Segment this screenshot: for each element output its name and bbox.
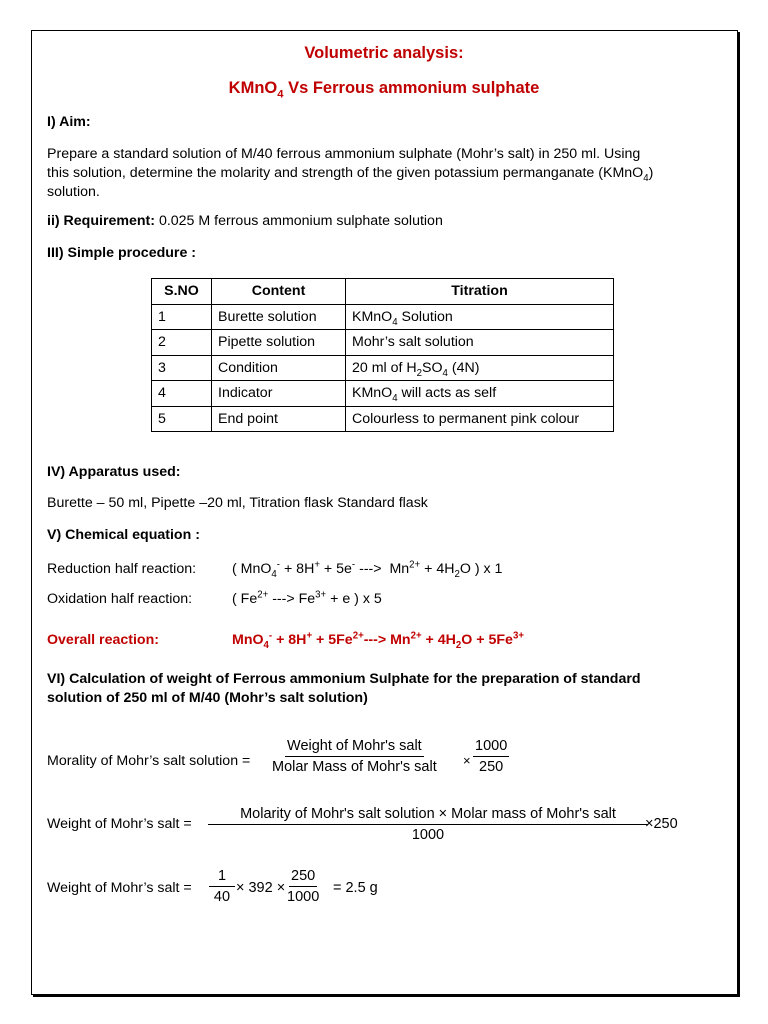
cell-content: End point — [212, 406, 346, 432]
apparatus-heading: IV) Apparatus used: — [47, 464, 181, 480]
requirement: ii) Requirement: 0.025 M ferrous ammonium sulphate solution — [47, 213, 443, 229]
cell-sno: 1 — [152, 304, 212, 330]
formula1-fraction: Weight of Mohr's salt Molar Mass of Mohr's salt — [272, 738, 437, 775]
table-header-row — [152, 279, 614, 305]
table-row — [152, 381, 614, 407]
cell-titration: 20 ml of $H_2SO_4$ (4N) — [346, 355, 614, 381]
cell-sno: 2 — [152, 330, 212, 356]
cell-titration: Mohr’s salt solution — [346, 330, 614, 356]
times-sign: × — [463, 753, 471, 768]
formula1-fraction2: $\frac{1000}{250}$ — [475, 738, 508, 775]
calculation-heading-line1: VI) Calculation of weight of Ferrous ammonium Sulphate for the preparation of standard — [47, 671, 641, 687]
aim-heading: I) Aim: — [47, 114, 91, 130]
oxidation-equation: ( $Fe^{2+}$ ---> $Fe^{3+} + e$ ) x 5 — [232, 589, 382, 607]
equation-heading: V) Chemical equation : — [47, 527, 200, 543]
cell-sno: 3 — [152, 355, 212, 381]
cell-titration: Colourless to permanent pink colour — [346, 406, 614, 432]
overall-equation: $MnO_4^- + 8H^+ + 5Fe^{2+}---> Mn^{2+} + 4H_2O + 5Fe^{3+}$ — [232, 630, 524, 651]
column-header: Titration — [346, 279, 614, 305]
oxidation-label: Oxidation half reaction: — [47, 591, 193, 607]
formula3-fraction1: $\frac{1}{40}$ — [209, 868, 235, 905]
table-row — [152, 406, 614, 432]
cell-titration: KMnO$_4$ Solution — [346, 304, 614, 330]
table-row — [152, 304, 614, 330]
formula2-fraction: Molarity of Mohr's salt solution × Molar mass of Mohr's salt 1000 — [208, 806, 648, 843]
reduction-label: Reduction half reaction: — [47, 561, 197, 577]
reduction-equation: ( MnO$_4$- + 8H+ + 5e- ---> $Mn^{2+} + 4H_2O$ ) x 1 — [232, 559, 503, 580]
overall-label: Overall reaction: — [47, 632, 159, 648]
formula3-fraction2: $\frac{250}{1000}$ — [287, 868, 320, 905]
table-row — [152, 330, 614, 356]
formula1-label: Morality of Mohr’s salt solution = — [47, 753, 251, 769]
cell-sno: 4 — [152, 381, 212, 407]
apparatus-text: Burette – 50 ml, Pipette –20 ml, Titration flask Standard flask — [47, 495, 428, 511]
cell-content: Burette solution — [212, 304, 346, 330]
cell-content: Condition — [212, 355, 346, 381]
formula2-multiplier: ×250 — [645, 816, 678, 832]
column-header: Content — [212, 279, 346, 305]
column-header: S.NO — [152, 279, 212, 305]
cell-content: Pipette solution — [212, 330, 346, 356]
aim-text: Prepare a standard solution of M/40 ferrous ammonium sulphate (Mohr’s salt) in 250 ml. Using this solution, determine the molarity and strength of the given potassium permanganate (KMnO$_4$) solution. — [47, 146, 654, 200]
cell-content: Indicator — [212, 381, 346, 407]
formula2-label: Weight of Mohr’s salt = — [47, 816, 192, 832]
page-subtitle: KMnO$_4$ Vs Ferrous ammonium sulphate — [228, 79, 540, 101]
cell-sno: 5 — [152, 406, 212, 432]
formula3-label: Weight of Mohr’s salt = — [47, 880, 192, 896]
procedure-table — [151, 278, 614, 432]
cell-titration: KMnO$_4$ will acts as self — [346, 381, 614, 407]
procedure-heading: III) Simple procedure : — [47, 245, 196, 261]
formula3-result: = 2.5 g — [333, 880, 378, 896]
formula3-middle: × 392 × — [236, 880, 286, 896]
page-title: Volumetric analysis: — [304, 44, 464, 62]
calculation-heading-line2: solution of 250 ml of M/40 (Mohr’s salt solution) — [47, 690, 368, 706]
table-row — [152, 355, 614, 381]
